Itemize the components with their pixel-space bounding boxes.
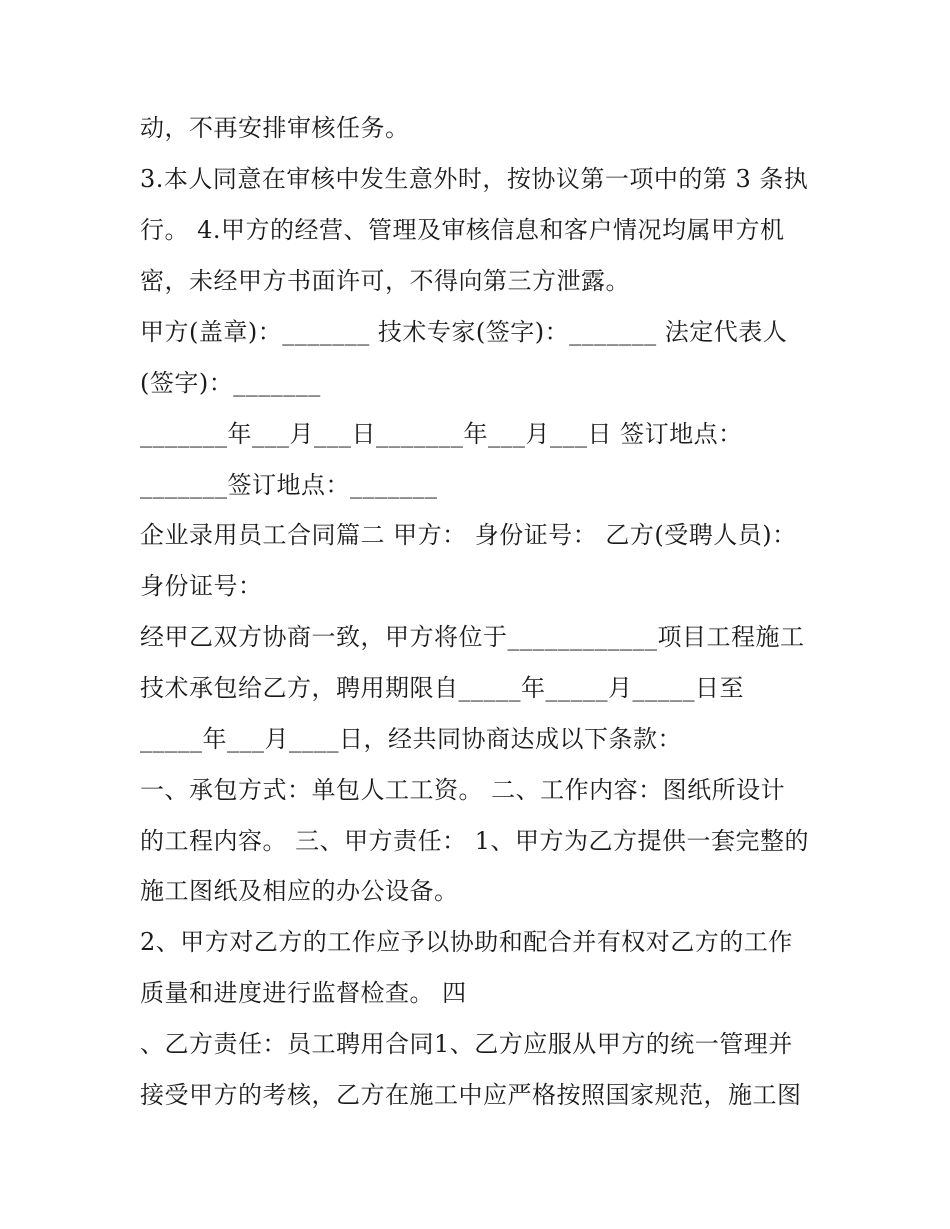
text-line: 3.本人同意在审核中发生意外时，按协议第一项中的第 3 条执: [140, 165, 809, 193]
text-line: 的工程内容。 三、甲方责任： 1、甲方为乙方提供一套完整的: [140, 827, 810, 855]
text-line: 行。 4.甲方的经营、管理及审核信息和客户情况均属甲方机: [140, 216, 785, 244]
text-line: 质量和进度进行监督检查。 四: [140, 979, 467, 1007]
text-line: 技术承包给乙方，聘用期限自_____年_____月_____日至: [140, 674, 744, 702]
location-line: _______签订地点：_______: [140, 471, 438, 499]
text-line: 身份证号：: [140, 572, 263, 600]
text-line: 动，不再安排审核任务。: [140, 114, 410, 142]
text-line: 一、承包方式：单包人工工资。 二、工作内容：图纸所设计: [140, 776, 786, 804]
section-heading-line: 企业录用员工合同篇二 甲方： 身份证号： 乙方(受聘人员)：: [140, 521, 797, 549]
text-line: 施工图纸及相应的办公设备。: [140, 877, 459, 905]
signature-line: 甲方(盖章)：_______ 技术专家(签字)：_______ 法定代表人: [140, 318, 788, 346]
text-line: 接受甲方的考核，乙方在施工中应严格按照国家规范，施工图: [140, 1081, 802, 1109]
signature-line: (签字)：_______: [140, 369, 321, 397]
text-line: 经甲乙双方协商一致，甲方将位于____________项目工程施工: [140, 623, 805, 651]
date-line: _______年___月___日_______年___月___日 签订地点：: [140, 420, 743, 448]
text-line: 、乙方责任：员工聘用合同1、乙方应服从甲方的统一管理并: [140, 1030, 793, 1058]
text-line: 2、甲方对乙方的工作应予以协助和配合并有权对乙方的工作: [140, 928, 793, 956]
text-line: 密，未经甲方书面许可，不得向第三方泄露。: [140, 267, 630, 295]
text-line: _____年___月____日，经共同协商达成以下条款：: [140, 725, 682, 753]
